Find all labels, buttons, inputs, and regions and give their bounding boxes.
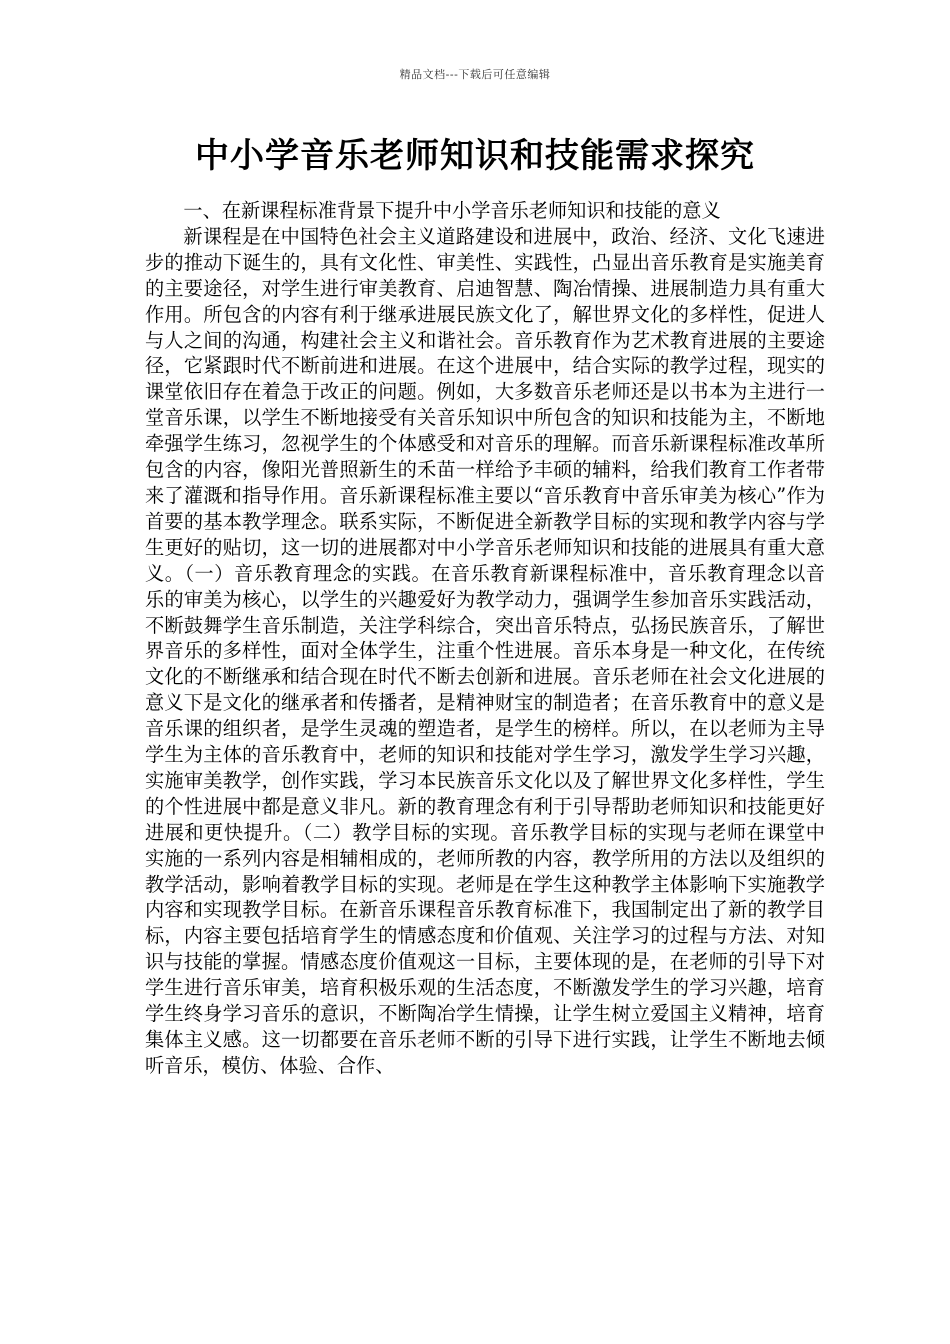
document-body (145, 198, 825, 1079)
header-note: 精品文档---下载后可任意编辑 (399, 68, 551, 81)
section-heading: 一、在新课程标准背景下提升中小学音乐老师知识和技能的意义 (183, 199, 721, 222)
body-paragraph: 新课程是在中国特色社会主义道路建设和进展中，政治、经济、文化飞速进步的推动下诞生的，具有文化性、审美性、实践性，凸显出音乐教育是实施美育的主要途径，对学生进行审美教育、启迪智慧、陶冶情操、进展制造力具有重大作用。所包含的内容有利于继承进展民族文化了，解世界文化的多样性，促进人与人之间的沟通，构建社会主义和谐社会。音乐教育作为艺术教育进展的主要途径，它紧跟时代不断前进和进展。在这个进展中，结合实际的教学过程，现实的课堂依旧存在着急于改正的问题。例如，大多数音乐老师还是以书本为主进行一堂音乐课，以学生不断地接受有关音乐知识中所包含的知识和技能为主，不断地牵强学生练习，忽视学生的个体感受和对音乐的理解。而音乐新课程标准改革所包含的内容，像阳光普照新生的禾苗一样给予丰硕的辅料，给我们教育工作者带来了灌溉和指导作用。音乐新课程标准主要以“音乐教育中音乐审美为核心”作为首要的基本教学理念。联系实际，不断促进全新教学目标的实现和教学内容与学生更好的贴切，这一切的进展都对中小学音乐老师知识和技能的进展具有重大意义。（一）音乐教育理念的实践。在音乐教育新课程标准中，音乐教育理念以音乐的审美为核心，以学生的兴趣爱好为教学动力，强调学生参加音乐实践活动，不断鼓舞学生音乐制造，关注学科综合，突出音乐特点，弘扬民族音乐，了解世界音乐的多样性，面对全体学生，注重个性进展。音乐本身是一种文化，在传统文化的不断继承和结合现在时代不断去创新和进展。音乐老师在社会文化进展的意义下是文化的继承者和传播者，是精神财宝的制造者；在音乐教育中的意义是音乐课的组织者，是学生灵魂的塑造者，是学生的榜样。所以，在以老师为主导学生为主体的音乐教育中，老师的知识和技能对学生学习，激发学生学习兴趣，实施审美教学，创作实践，学习本民族音乐文化以及了解世界文化多样性，学生的个性进展中都是意义非凡。新的教育理念有利于引导帮助老师知识和技能更好进展和更快提升。（二）教学目标的实现。音乐教学目标的实现与老师在课堂中实施的一系列内容是相辅相成的，老师所教的内容，教学所用的方法以及组织的教学活动，影响着教学目标的实现。老师是在学生这种教学主体影响下实施教学内容和实现教学目标。在新音乐课程音乐教育标准下，我国制定出了新的教学目标，内容主要包括培育学生的情感态度和价值观、关注学习的过程与方法、对知识与技能的掌握。情感态度价值观这一目标，主要体现的是，在老师的引导下对学生进行音乐审美，培育积极乐观的生活态度，不断激发学生的学习兴趣，培育学生终身学习音乐的意识，不断陶冶学生情操，让学生树立爱国主义精神，培育集体主义感。这一切都要在音乐老师不断的引导下进行实践，让学生不断地去倾听音乐，模仿、体验、合作、 (145, 224, 825, 1077)
document-title: 中小学音乐老师知识和技能需求探究 (195, 136, 755, 176)
